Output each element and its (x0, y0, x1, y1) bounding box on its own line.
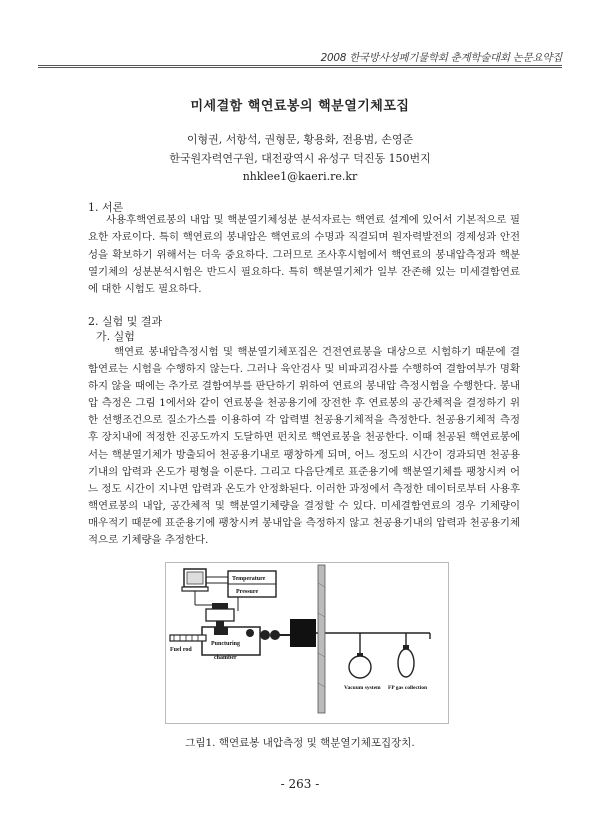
email: nhklee1@kaeri.re.kr (242, 170, 358, 183)
label-fp-gas: FP gas collection (388, 685, 428, 691)
label-vacuum: Vacuum system (344, 685, 381, 691)
apparatus-diagram (166, 563, 448, 723)
section2-subheading: 가. 실험 (96, 330, 135, 343)
fp-gas-collection-vessel (398, 649, 414, 677)
standard-tank (290, 619, 316, 647)
apparatus-figure (165, 562, 449, 724)
section2-body: 핵연료 봉내압측정시험 및 핵분열기체포집은 건전연료봉을 대상으로 시험하기 때문에 결함연료는 시험을 수행하지 않는다. 그러나 육안검사 및 비파괴검사를 수행하여 결함여부가 명확하지 않을 때에는 추가로 결함여부를 판단하기 위하여 연료의 봉내압 측정시험을 수행한다. 봉내압 측정은 그림 1에서와 같이 연료봉을 천공용기에 장전한 후 연료봉의 공간체적을 결정하기 위한 선행조건으로 질소가스를 이용하여 각 압력별 천공용기체적을 측정한다. 천공용기체적 측정 후 장치내에 적정한 진공도까지 도달하면 펀치로 핵연료봉을 천공한다. 이때 천공된 핵연료봉에서는 핵분열기체가 방출되어 천공용기내로 팽창하게 되며, 어느 정도의 시간이 경과되면 천공용기내의 압력과 온도가 평형을 이룬다. 그리고 다음단계로 표준용기에 핵분열기체를 팽창시켜 어느 정도 시간이 지나면 압력과 온도가 안정화된다. 이러한 과정에서 측정한 데이터로부터 사용후핵연료봉의 내압, 공간체적 및 핵분열기체량을 결정할 수 있다. 미세결함연료의 경우 기체량이 매우적기 때문에 표준용기에 팽창시켜 봉내압을 측정하지 않고 천공용기내의 압력과 천공용기체적으로 기체량을 추정한다. (88, 346, 520, 547)
header-rule-top (38, 65, 562, 66)
section1-body: 사용후핵연료봉의 내압 및 핵분열기체성분 분석자료는 핵연료 설계에 있어서 기본적으로 필요한 자료이다. 특히 핵연료의 봉내압은 핵연료의 수명과 직결되며 원자력발전의 경제성과 안전성을 확보하기 위해서는 더욱 중요하다. 그러므로 조사후시험에서 핵연료의 봉내압측정과 핵분열기체의 성분분석시험은 반드시 필요하다. 특히 핵분열기체가 일부 잔존해 있는 미세결함연료에 대한 시험도 필요하다. (88, 214, 520, 296)
paper-title: 미세결함 핵연료봉의 핵분열기체포집 (190, 99, 410, 114)
press-head (212, 603, 228, 609)
label-fuel-rod: Fuel rod (170, 647, 192, 653)
section1-heading: 1. 서론 (88, 201, 124, 214)
section2-heading: 2. 실험 및 결과 (88, 315, 163, 328)
fuel-rod (170, 635, 206, 641)
header-rule-bottom (38, 67, 562, 68)
affiliation: 한국원자력연구원, 대전광역시 유성구 덕진동 150번지 (169, 152, 431, 165)
vacuum-system-vessel (349, 656, 371, 678)
shielding-wall (318, 565, 325, 713)
computer-keyboard-icon (182, 587, 208, 591)
authors: 이형권, 서항석, 권형문, 황용화, 전용범, 손영준 (186, 133, 414, 146)
label-puncturing: Puncturing (211, 641, 241, 647)
page-number: - 263 - (280, 777, 320, 791)
label-pressure: Pressure (236, 589, 259, 595)
figure-caption: 그림1. 핵연료봉 내압측정 및 핵분열기체포집장치. (185, 737, 415, 749)
running-header: 2008 한국방사성폐기물학회 춘계학술대회 논문요약집 (320, 52, 562, 64)
label-chamber: chamber (214, 655, 237, 661)
label-temperature: Temperature (232, 576, 266, 582)
valve-icon (270, 630, 280, 640)
valve-icon (246, 629, 254, 637)
